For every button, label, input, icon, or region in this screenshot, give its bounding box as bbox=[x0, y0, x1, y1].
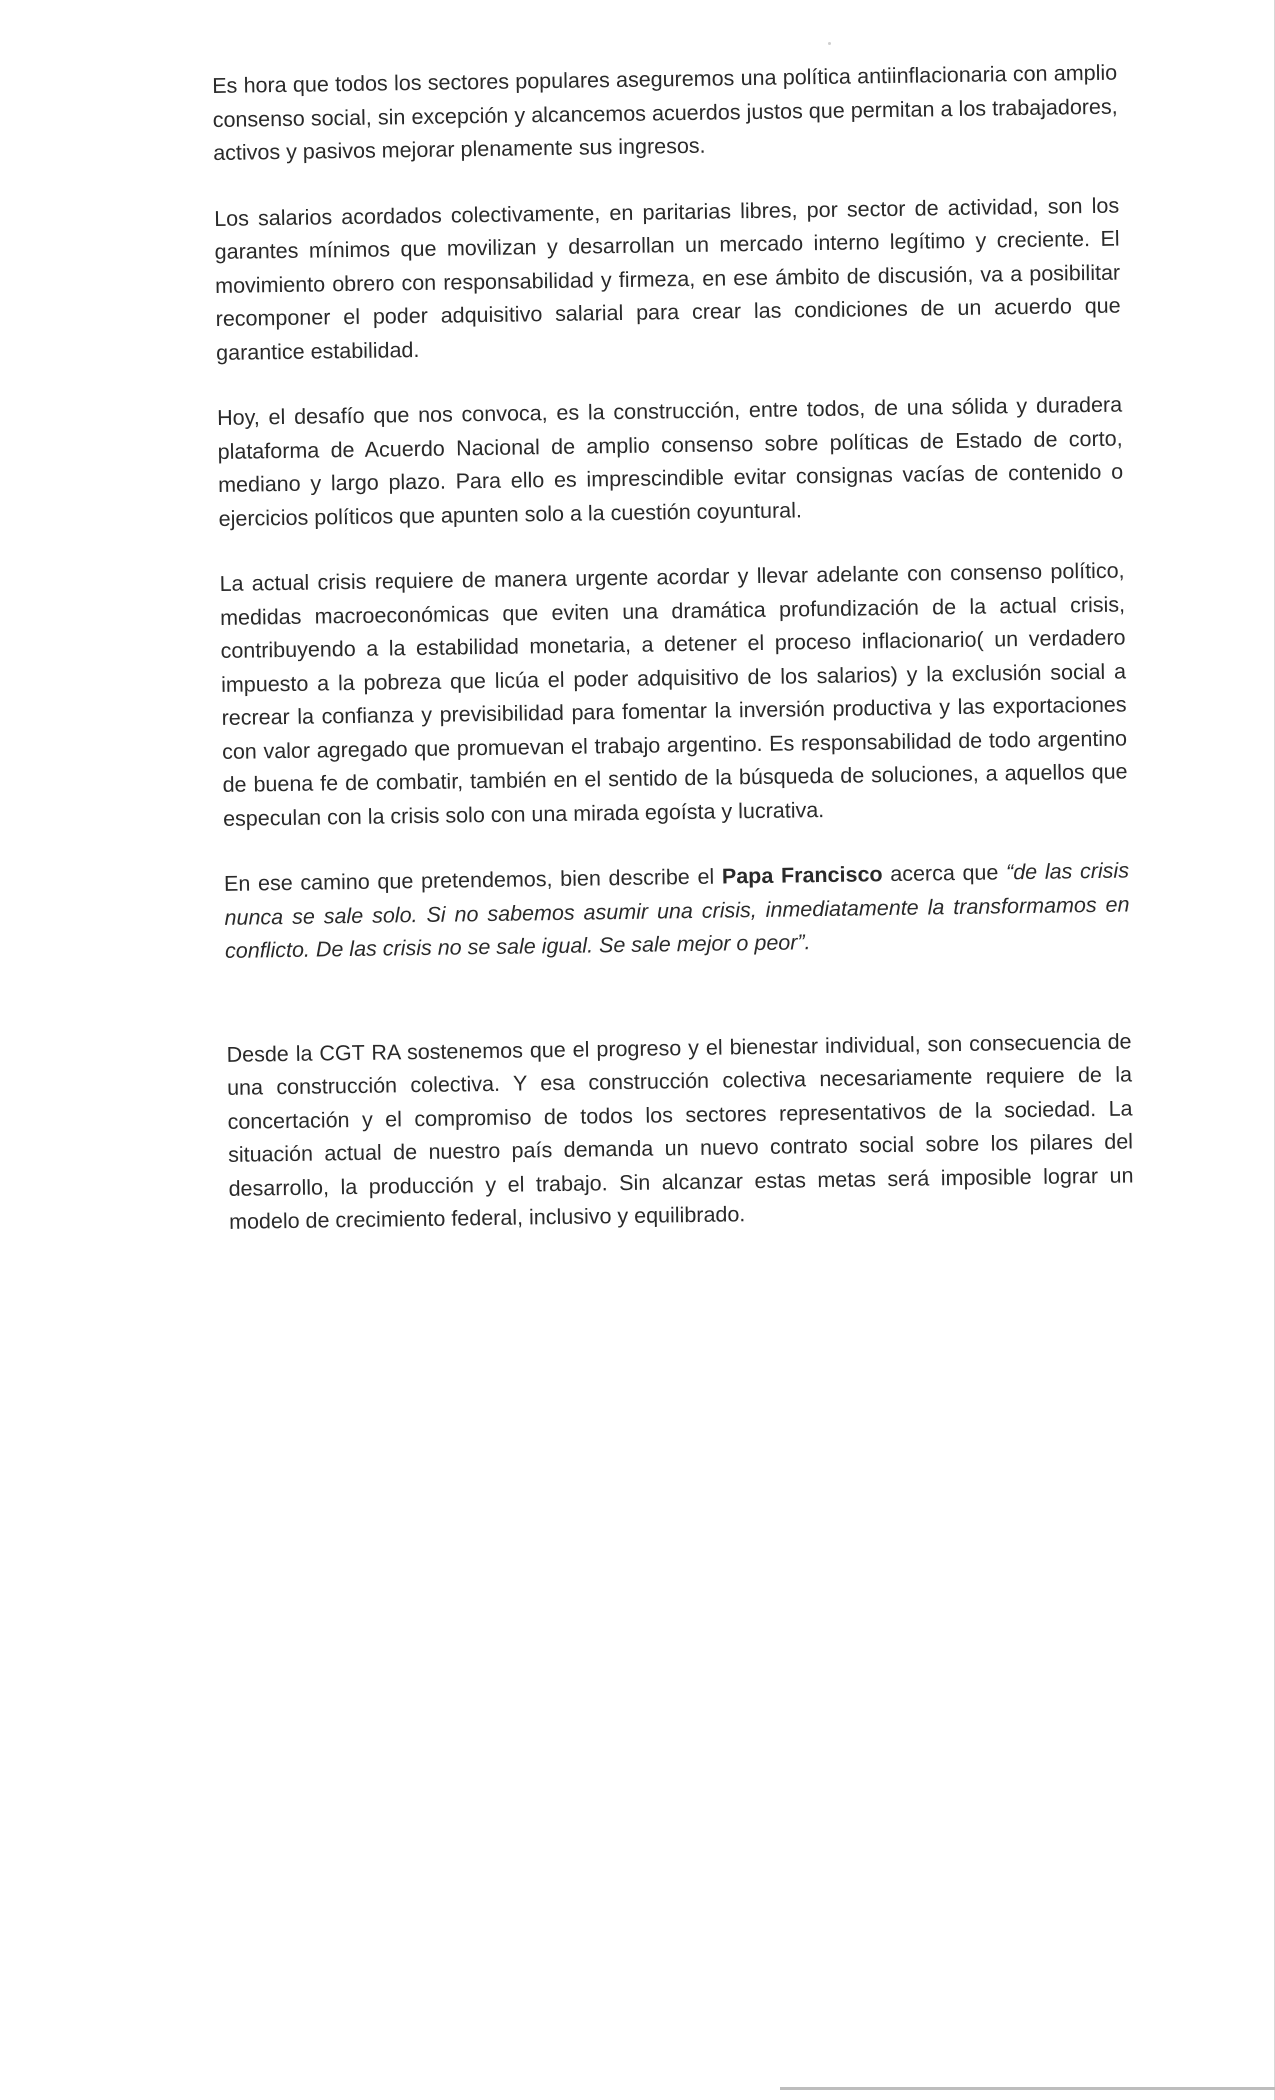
pope-name: Papa Francisco bbox=[721, 862, 883, 889]
paragraph-national-agreement: Hoy, el desafío que nos convoca, es la construcción, entre todos, de una sólida y duradera plataforma de Acuerdo Nacional de amplio consenso sobre políticas de Estado de corto, mediano y largo plazo. Para ello es imprescindible evitar consignas vacías de contenido o ejercicios políticos que apunten solo a la cuestión coyuntural. bbox=[216, 392, 1124, 531]
pope-quote-text: “de las crisis nunca se sale solo. Si no sabemos asumir una crisis, inmediatamente la transformamos en conflicto. De las crisis no se sale igual. Se sale mejor o peor”. bbox=[224, 858, 1130, 963]
paragraph-inflation-policy: Es hora que todos los sectores populares aseguremos una política antiinflacionaria con amplio consenso social, sin excepción y alcancemos acuerdos justos que permitan a los trabajadores, activos y pasivos mejorar plenamente sus ingresos. bbox=[212, 60, 1118, 165]
paragraph-current-crisis: La actual crisis requiere de manera urgente acordar y llevar adelante con consenso político, medidas macroeconómicas que eviten una dramática profundización de la actual crisis, contribuyendo a la estabilidad monetaria, a detener el proceso inflacionario( un verdadero impuesto a la pobreza que licúa el poder adquisitivo de los salarios) y la exclusión social a recrear la confianza y previsibilidad para fomentar la inversión productiva y las exportaciones con valor agregado que promuevan el trabajo argentino. Es responsabilidad de todo argentino de buena fe de combatir, también en el sentido de la búsqueda de soluciones, a aquellos que especulan con la crisis solo con una mirada egoísta y lucrativa. bbox=[219, 558, 1128, 831]
document-body bbox=[212, 57, 1135, 1272]
paragraph-cgt-position: Desde la CGT RA sostenemos que el progreso y el bienestar individual, son consecuencia de una construcción colectiva. Y esa construcción colectiva necesariamente requiere de la concertación y el compromiso de todos los sectores representativos de la sociedad. La situación actual de nuestro país demanda un nuevo contrato social sobre los pilares del desarrollo, la producción y el trabajo. Sin alcanzar estas metas será imposible lograr un modelo de crecimiento federal, inclusivo y equilibrado. bbox=[226, 1028, 1134, 1234]
pope-quote-connector: acerca que bbox=[882, 860, 1007, 887]
paragraph-collective-salaries: Los salarios acordados colectivamente, en paritarias libres, por sector de actividad, son los garantes mínimos que movilizan y desarrollan un mercado interno legítimo y creciente. El movimiento obrero con responsabilidad y firmeza, en ese ámbito de discusión, va a posibilitar recomponer el poder adquisitivo salarial para crear las condiciones de un acuerdo que garantice estabilidad. bbox=[214, 193, 1121, 365]
pope-quote-intro: En ese camino que pretendemos, bien describe el bbox=[223, 864, 723, 896]
scan-speck bbox=[828, 42, 831, 45]
paragraph-pope-quote bbox=[224, 854, 1130, 968]
scan-edge-bottom bbox=[780, 2087, 1275, 2090]
